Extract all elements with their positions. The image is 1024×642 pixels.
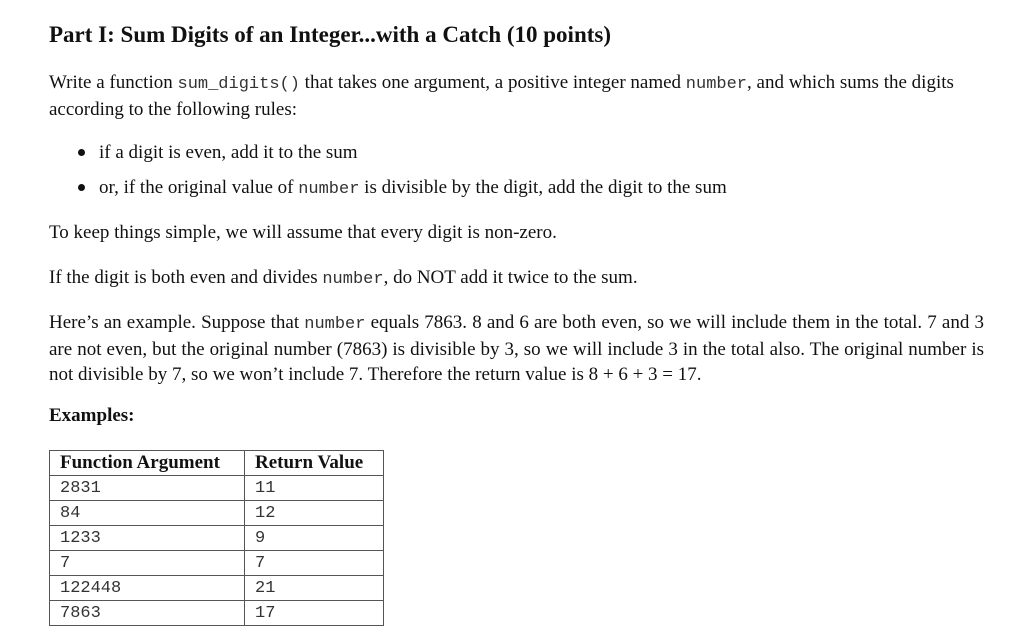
twice-note xyxy=(49,265,984,292)
example-text-2: equals 7863. 8 and 6 are both even, so we will include them in the total. 7 and 3 are not even, but the original number (7863) is divisible by 3, so we will include 3 in the total also. The original number is not divisible by 7, so we won’t include 7. Therefore the return value is xyxy=(49,312,985,385)
twice-text-2: , do NOT add it twice to the sum. xyxy=(383,267,638,288)
rule-item-divisible xyxy=(78,175,727,210)
function-name-code: sum_digits() xyxy=(177,75,300,94)
math-expression: 8 + 6 + 3 = 17 xyxy=(588,364,697,385)
argument-name-code: number xyxy=(685,75,748,94)
rule-item-even xyxy=(78,140,727,175)
rule-text: if a digit is even, add it to the sum xyxy=(99,142,358,163)
bullet-icon xyxy=(78,149,85,156)
rules-list xyxy=(78,140,727,210)
table-row xyxy=(50,476,384,501)
argument-cell: 2831 xyxy=(50,476,245,501)
number-code: number xyxy=(304,315,366,334)
section-heading: Part I: Sum Digits of an Integer...with a Catch (10 points) xyxy=(49,22,612,47)
rule-text-2: is divisible by the digit, add the digit to the sum xyxy=(359,177,727,198)
table-row xyxy=(50,501,384,526)
number-code: number xyxy=(322,270,384,289)
bullet-icon xyxy=(78,184,85,191)
number-code: number xyxy=(298,180,360,199)
argument-cell: 122448 xyxy=(50,576,245,601)
intro-text-2: that takes one argument, a positive integer named xyxy=(299,72,686,93)
intro-text-3: , and which sums the digits according to the following rules: xyxy=(49,72,954,120)
simple-note: To keep things simple, we will assume that every digit is non-zero. xyxy=(49,222,557,243)
return-cell: 9 xyxy=(245,526,384,551)
table-row xyxy=(50,551,384,576)
return-cell: 21 xyxy=(245,576,384,601)
examples-table xyxy=(49,450,384,626)
table-row xyxy=(50,601,384,626)
example-text-1: Here’s an example. Suppose that xyxy=(49,312,305,333)
return-cell: 11 xyxy=(245,476,384,501)
return-cell: 12 xyxy=(245,501,384,526)
table-row xyxy=(50,576,384,601)
header-return-value: Return Value xyxy=(245,451,384,476)
return-cell: 7 xyxy=(245,551,384,576)
argument-cell: 7863 xyxy=(50,601,245,626)
intro-paragraph xyxy=(49,70,984,122)
header-function-argument: Function Argument xyxy=(50,451,245,476)
table-header-row xyxy=(50,451,384,476)
twice-text-1: If the digit is both even and divides xyxy=(49,267,323,288)
examples-heading: Examples: xyxy=(49,405,135,426)
example-text-3: . xyxy=(696,364,702,385)
argument-cell: 7 xyxy=(50,551,245,576)
argument-cell: 1233 xyxy=(50,526,245,551)
return-cell: 17 xyxy=(245,601,384,626)
intro-text-1: Write a function xyxy=(49,72,178,93)
example-paragraph xyxy=(49,310,984,387)
table-row xyxy=(50,526,384,551)
rule-text-1: or, if the original value of xyxy=(99,177,299,198)
argument-cell: 84 xyxy=(50,501,245,526)
